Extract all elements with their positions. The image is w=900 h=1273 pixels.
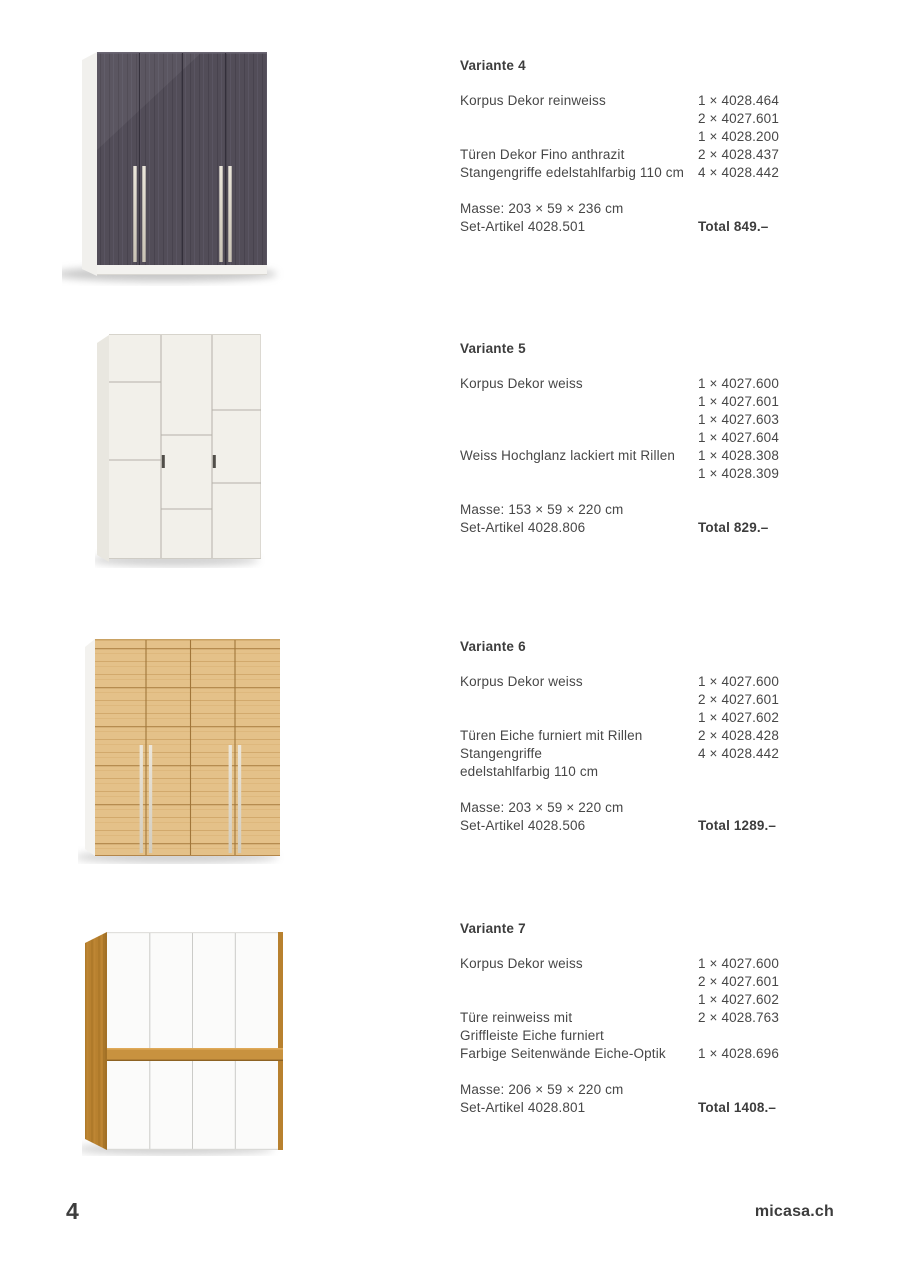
spec-qty: 1 × 4027.600 [698,956,780,971]
spec-row [460,375,800,393]
spec-row [460,673,800,691]
spec-qty: 1 × 4028.200 [698,129,780,144]
set-artikel-text: Set-Artikel 4028.501 [460,219,586,234]
spec-label [460,465,698,483]
spec-row [460,146,800,164]
spec-row [460,110,800,128]
spec-qty: 1 × 4027.602 [698,992,780,1007]
spec-label: Korpus Dekor weiss [460,674,583,689]
product-image-variante-6 [78,630,286,869]
spec-label: Türen Dekor Fino anthrazit [460,147,625,162]
spec-qty: 4 × 4028.442 [698,165,780,180]
spec-qty: 1 × 4028.696 [698,1046,780,1061]
spec-qty: 1 × 4028.308 [698,448,780,463]
spec-qty: 2 × 4027.601 [698,692,780,707]
spec-row [460,465,800,483]
spec-row [460,691,800,709]
set-total-row [460,218,800,236]
spec-row [460,1045,800,1063]
spec-qty: 1 × 4027.604 [698,430,780,445]
spec-label [460,411,698,429]
spec-label [460,429,698,447]
spec-label: Weiss Hochglanz lackiert mit Rillen [460,448,676,463]
dimensions-text: Masse: 203 × 59 × 236 cm [460,201,624,216]
spec-row [460,1009,800,1027]
spec-label [460,709,698,727]
product-image-variante-5 [95,326,265,573]
spec-qty: 1 × 4028.464 [698,93,780,108]
set-total-row [460,817,800,835]
product-image-variante-7 [82,926,286,1161]
variant-section-6 [460,639,800,835]
spec-qty [698,1027,800,1045]
wardrobe-white-grooves-image [95,326,265,568]
spec-row [460,164,800,182]
spec-label: Farbige Seitenwände Eiche-Optik [460,1046,666,1061]
total-price: Total 849.– [698,219,769,234]
dimensions-text: Masse: 203 × 59 × 220 cm [460,800,624,815]
spec-label: Griffleiste Eiche furniert [460,1028,604,1043]
spec-qty: 1 × 4028.309 [698,466,780,481]
spec-qty: 2 × 4028.428 [698,728,780,743]
spec-qty: 2 × 4027.601 [698,111,780,126]
spec-qty: 1 × 4027.601 [698,394,780,409]
spec-label [460,110,698,128]
spec-label [460,991,698,1009]
spec-row [460,763,800,781]
variant-title: Variante 4 [460,58,526,73]
spec-label: Türen Eiche furniert mit Rillen [460,728,643,743]
wardrobe-oak-image [78,630,286,864]
set-total-row [460,1099,800,1117]
spec-qty: 1 × 4027.600 [698,376,780,391]
spec-row [460,727,800,745]
spec-label [460,691,698,709]
spec-row [460,393,800,411]
spec-qty: 2 × 4027.601 [698,974,780,989]
spec-qty: 2 × 4028.763 [698,1010,780,1025]
variant-title: Variante 6 [460,639,526,654]
spec-qty [698,763,800,781]
dimensions-text: Masse: 206 × 59 × 220 cm [460,1082,624,1097]
spec-row [460,429,800,447]
spec-label: edelstahlfarbig 110 cm [460,764,599,779]
spec-row [460,92,800,110]
spec-row [460,745,800,763]
set-artikel-text: Set-Artikel 4028.806 [460,520,586,535]
spec-qty: 1 × 4027.600 [698,674,780,689]
spec-label: Stangengriffe [460,746,543,761]
product-image-variante-4 [62,38,288,291]
spec-qty: 1 × 4027.602 [698,710,780,725]
spec-row [460,709,800,727]
spec-label: Stangengriffe edelstahlfarbig 110 cm [460,165,685,180]
spec-row [460,955,800,973]
variant-section-7 [460,921,800,1117]
set-artikel-text: Set-Artikel 4028.506 [460,818,586,833]
spec-row [460,973,800,991]
dimensions-text: Masse: 153 × 59 × 220 cm [460,502,624,517]
spec-label: Türe reinweiss mit [460,1010,573,1025]
variant-section-5 [460,341,800,537]
spec-label: Korpus Dekor reinweiss [460,93,606,108]
spec-row [460,991,800,1009]
page-number: 4 [66,1198,79,1224]
spec-row [460,1027,800,1045]
spec-row [460,447,800,465]
set-artikel-text: Set-Artikel 4028.801 [460,1100,586,1115]
spec-qty: 2 × 4028.437 [698,147,780,162]
spec-qty: 4 × 4028.442 [698,746,780,761]
set-total-row [460,519,800,537]
spec-row [460,128,800,146]
variant-title: Variante 5 [460,341,526,356]
spec-label [460,973,698,991]
variant-title: Variante 7 [460,921,526,936]
wardrobe-anthracite-image [62,38,288,286]
spec-label: Korpus Dekor weiss [460,376,583,391]
wardrobe-white-oak-strip-image [82,926,286,1156]
spec-label: Korpus Dekor weiss [460,956,583,971]
total-price: Total 829.– [698,520,769,535]
brand-text: micasa.ch [754,1203,834,1220]
total-price: Total 1289.– [698,818,777,833]
total-price: Total 1408.– [698,1100,777,1115]
variant-section-4 [460,58,800,236]
spec-qty: 1 × 4027.603 [698,412,780,427]
spec-row [460,411,800,429]
spec-label [460,128,698,146]
spec-label [460,393,698,411]
